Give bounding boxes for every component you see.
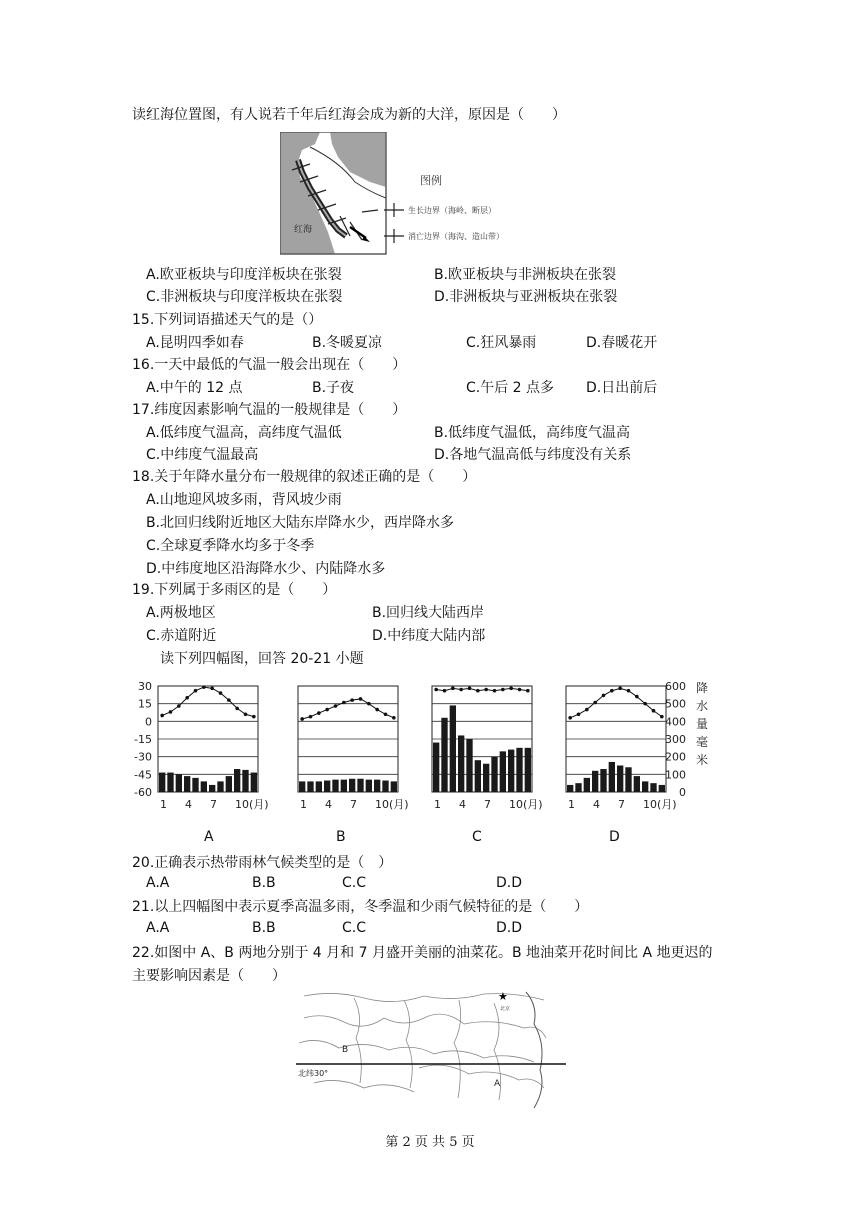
precip-bar bbox=[209, 785, 215, 792]
temp-axis-tick: 15 bbox=[138, 697, 152, 711]
temperature-point bbox=[317, 711, 321, 715]
chart-label-b: B bbox=[336, 829, 346, 845]
q14-stem: 读红海位置图，有人说若千年后红海会成为新的大洋，原因是（ ） bbox=[132, 107, 566, 123]
month-tick-label: 1 bbox=[160, 798, 167, 811]
precip-bar bbox=[500, 751, 506, 792]
q15-option-c[interactable]: C.狂风暴雨 bbox=[466, 335, 537, 351]
temperature-point bbox=[468, 687, 472, 691]
precip-bar bbox=[483, 764, 489, 792]
temperature-point bbox=[210, 687, 214, 691]
month-tick-label: 1 bbox=[434, 798, 441, 811]
temperature-point bbox=[484, 688, 488, 692]
month-tick-label: 7 bbox=[210, 798, 217, 811]
precip-bar bbox=[324, 781, 330, 792]
precip-bar bbox=[226, 776, 232, 792]
precip-axis-title-char: 毫 bbox=[696, 735, 709, 749]
temperature-point bbox=[660, 715, 664, 719]
china-map bbox=[294, 988, 574, 1110]
temp-axis-tick: 30 bbox=[138, 680, 152, 693]
temp-axis-tick: -45 bbox=[134, 768, 152, 782]
q21-option-d[interactable]: D.D bbox=[496, 920, 523, 936]
temperature-point bbox=[459, 688, 463, 692]
temperature-point bbox=[169, 710, 173, 714]
q15-option-a[interactable]: A.昆明四季如春 bbox=[146, 335, 244, 351]
page-footer: 第 2 页 共 5 页 bbox=[385, 1135, 475, 1150]
precip-bar bbox=[159, 773, 165, 792]
precip-bar bbox=[617, 766, 623, 793]
q18-stem: 18.关于年降水量分布一般规律的叙述正确的是（ ） bbox=[132, 469, 477, 485]
q14-option-d[interactable]: D.非洲板块与亚洲板块在张裂 bbox=[434, 289, 618, 305]
precip-bar bbox=[567, 785, 573, 792]
capital-star-icon: ★ bbox=[498, 990, 508, 1003]
q21-option-c[interactable]: C.C bbox=[342, 920, 367, 936]
q19-option-b[interactable]: B.回归线大陆西岸 bbox=[372, 605, 485, 621]
q14-option-a[interactable]: A.欧亚板块与印度洋板块在张裂 bbox=[146, 267, 342, 283]
red-sea-map bbox=[280, 132, 520, 256]
temperature-point bbox=[375, 708, 379, 712]
temperature-point bbox=[202, 685, 206, 689]
q14-option-c[interactable]: C.非洲板块与印度洋板块在张裂 bbox=[146, 289, 343, 305]
precip-bar bbox=[650, 783, 656, 792]
temperature-point bbox=[359, 697, 363, 701]
month-tick-label: 10(月) bbox=[375, 798, 409, 811]
q20-option-c[interactable]: C.C bbox=[342, 875, 367, 891]
temperature-point bbox=[610, 689, 614, 693]
precip-bar bbox=[341, 780, 347, 792]
temperature-point bbox=[451, 687, 455, 691]
precip-bar bbox=[525, 748, 531, 792]
precip-bar bbox=[192, 778, 198, 792]
precip-bar bbox=[634, 776, 640, 792]
temperature-point bbox=[325, 708, 329, 712]
precip-bar bbox=[251, 773, 257, 792]
q16-option-c[interactable]: C.午后 2 点多 bbox=[466, 380, 555, 396]
intro-20-21: 读下列四幅图，回答 20-21 小题 bbox=[160, 651, 364, 667]
temperature-point bbox=[476, 689, 480, 693]
q20-option-b[interactable]: B.B bbox=[252, 875, 276, 891]
temperature-line bbox=[162, 687, 254, 716]
month-tick-label: 7 bbox=[350, 798, 357, 811]
precip-bar bbox=[332, 780, 338, 792]
precip-bar bbox=[642, 781, 648, 792]
precip-bar bbox=[625, 767, 631, 792]
q20-stem: 20.正确表示热带雨林气候类型的是（ ） bbox=[132, 855, 393, 871]
precip-bar bbox=[433, 743, 439, 792]
temperature-line bbox=[570, 688, 662, 717]
legend-title: 图例 bbox=[420, 174, 442, 187]
chart-label-d: D bbox=[609, 829, 620, 845]
precip-axis-title-char: 量 bbox=[696, 717, 709, 731]
temperature-point bbox=[334, 704, 338, 708]
precip-bar bbox=[184, 776, 190, 792]
temperature-line bbox=[302, 699, 394, 719]
q17-option-d[interactable]: D.各地气温高低与纬度没有关系 bbox=[434, 447, 632, 463]
capital-label: 北京 bbox=[500, 1006, 511, 1012]
precip-bar bbox=[299, 781, 305, 792]
temperature-point bbox=[593, 701, 597, 705]
precip-bar bbox=[458, 735, 464, 792]
temperature-point bbox=[252, 715, 256, 719]
precip-axis-tick: 100 bbox=[665, 768, 686, 782]
q16-stem: 16.一天中最低的气温一般会出现在（ ） bbox=[132, 357, 407, 373]
temp-axis-tick: -60 bbox=[134, 786, 152, 799]
precip-bar bbox=[167, 773, 173, 792]
q17-option-a[interactable]: A.低纬度气温高，高纬度气温低 bbox=[146, 425, 342, 441]
sea-label: 红海 bbox=[294, 225, 313, 235]
precip-bar bbox=[609, 762, 615, 792]
precip-axis-tick: 600 bbox=[665, 680, 686, 693]
precip-bar bbox=[584, 778, 590, 792]
temperature-point bbox=[652, 709, 656, 713]
month-tick-label: 7 bbox=[484, 798, 491, 811]
precip-bar bbox=[508, 750, 514, 792]
q15-stem: 15.下列词语描述天气的是（） bbox=[132, 312, 323, 328]
month-tick-label: 4 bbox=[185, 798, 192, 811]
q16-option-a[interactable]: A.中午的 12 点 bbox=[146, 380, 243, 396]
temperature-point bbox=[643, 702, 647, 706]
temperature-point bbox=[194, 689, 198, 693]
temperature-point bbox=[501, 688, 505, 692]
month-tick-label: 4 bbox=[593, 798, 600, 811]
q19-option-c[interactable]: C.赤道附近 bbox=[146, 628, 217, 644]
chart-label-c: C bbox=[472, 829, 482, 845]
precip-axis-tick: 500 bbox=[665, 697, 686, 711]
temperature-point bbox=[227, 698, 231, 702]
month-tick-label: 10(月) bbox=[509, 798, 543, 811]
temperature-point bbox=[618, 687, 622, 691]
temperature-point bbox=[300, 717, 304, 721]
map-label-b: B bbox=[342, 1045, 349, 1055]
climate-charts bbox=[130, 676, 720, 822]
temp-axis-tick: 0 bbox=[145, 715, 152, 729]
q17-stem: 17.纬度因素影响气温的一般规律是（ ） bbox=[132, 402, 407, 418]
temperature-point bbox=[627, 689, 631, 693]
precip-bar bbox=[516, 748, 522, 792]
temperature-point bbox=[526, 689, 530, 693]
temperature-point bbox=[443, 689, 447, 693]
temperature-point bbox=[509, 687, 513, 691]
month-tick-label: 1 bbox=[300, 798, 307, 811]
latitude-label: 北纬30° bbox=[298, 1069, 329, 1078]
month-tick-label: 4 bbox=[459, 798, 466, 811]
temperature-point bbox=[185, 696, 189, 700]
precip-bar bbox=[441, 718, 447, 792]
q18-option-a[interactable]: A.山地迎风坡多雨，背风坡少雨 bbox=[146, 492, 342, 508]
q18-option-b[interactable]: B.北回归线附近地区大陆东岸降水少，西岸降水多 bbox=[146, 515, 455, 531]
temperature-point bbox=[635, 695, 639, 699]
q17-option-b[interactable]: B.低纬度气温低，高纬度气温高 bbox=[434, 425, 631, 441]
q14-option-b[interactable]: B.欧亚板块与非洲板块在张裂 bbox=[434, 267, 617, 283]
precip-bar bbox=[450, 705, 456, 792]
precip-axis-tick: 300 bbox=[665, 733, 686, 746]
temperature-point bbox=[384, 712, 388, 716]
temperature-point bbox=[177, 704, 181, 708]
legend-grow-label: 生长边界（海岭、断层） bbox=[408, 206, 496, 215]
precip-bar bbox=[391, 781, 397, 792]
temperature-point bbox=[434, 688, 438, 692]
precip-bar bbox=[466, 739, 472, 792]
temperature-point bbox=[219, 691, 223, 695]
q15-option-b[interactable]: B.冬暖夏凉 bbox=[312, 335, 383, 351]
precip-bar bbox=[307, 781, 313, 792]
precip-bar bbox=[382, 781, 388, 792]
precip-axis-title-char: 降 bbox=[696, 681, 709, 695]
month-tick-label: 10(月) bbox=[235, 798, 269, 811]
q21-stem: 21.以上四幅图中表示夏季高温多雨，冬季温和少雨气候特征的是（ ） bbox=[132, 899, 589, 915]
precip-bar bbox=[357, 779, 363, 792]
precip-bar bbox=[475, 760, 481, 792]
temperature-point bbox=[392, 716, 396, 720]
temperature-point bbox=[577, 712, 581, 716]
q20-option-d[interactable]: D.D bbox=[496, 875, 523, 891]
precip-axis-title-char: 水 bbox=[696, 699, 709, 713]
q20-option-a[interactable]: A.A bbox=[146, 875, 170, 891]
precip-bar bbox=[374, 780, 380, 792]
temperature-point bbox=[367, 702, 371, 706]
precip-bar bbox=[316, 781, 322, 792]
precip-bar bbox=[201, 781, 207, 792]
month-tick-label: 1 bbox=[568, 798, 575, 811]
precip-bar bbox=[600, 769, 606, 792]
precip-bar bbox=[575, 783, 581, 792]
q15-option-d[interactable]: D.春暖花开 bbox=[586, 335, 658, 351]
precip-bar bbox=[592, 771, 598, 792]
map-label-a: A bbox=[494, 1079, 501, 1089]
temperature-point bbox=[493, 689, 497, 693]
temperature-point bbox=[309, 715, 313, 719]
precip-bar bbox=[242, 770, 248, 792]
q19-stem: 19.下列属于多雨区的是（ ） bbox=[132, 582, 337, 598]
legend-die-label: 消亡边界（海沟、造山带） bbox=[408, 232, 504, 241]
temperature-point bbox=[602, 694, 606, 698]
q22-stem-line2: 主要影响因素是（ ） bbox=[132, 968, 286, 984]
precip-bar bbox=[234, 769, 240, 792]
temperature-point bbox=[568, 716, 572, 720]
temperature-point bbox=[342, 701, 346, 705]
precip-axis-tick: 0 bbox=[679, 786, 686, 799]
temperature-point bbox=[244, 712, 248, 716]
precip-bar bbox=[659, 785, 665, 792]
q18-option-c[interactable]: C.全球夏季降水均多于冬季 bbox=[146, 538, 315, 554]
precip-axis-title-char: 米 bbox=[696, 753, 709, 767]
precip-axis-tick: 400 bbox=[665, 715, 686, 729]
q16-option-b[interactable]: B.子夜 bbox=[312, 380, 355, 396]
precip-axis-tick: 200 bbox=[665, 750, 686, 764]
temperature-point bbox=[585, 708, 589, 712]
q22-stem-line1: 22.如图中 A、B 两地分别于 4 月和 7 月盛开美丽的油菜花。B 地油菜开花时间比 A 地更迟的 bbox=[132, 945, 713, 961]
temperature-point bbox=[160, 714, 164, 718]
q16-option-d[interactable]: D.日出前后 bbox=[586, 380, 658, 396]
temperature-point bbox=[235, 707, 239, 711]
precip-bar bbox=[349, 779, 355, 792]
q18-option-d[interactable]: D.中纬度地区沿海降水少、内陆降水多 bbox=[146, 561, 386, 577]
temperature-line bbox=[436, 688, 528, 690]
precip-bar bbox=[366, 780, 372, 792]
month-tick-label: 10(月) bbox=[643, 798, 677, 811]
temp-axis-tick: -15 bbox=[134, 733, 152, 746]
q19-option-a[interactable]: A.两极地区 bbox=[146, 605, 216, 621]
q19-option-d[interactable]: D.中纬度大陆内部 bbox=[372, 628, 486, 644]
temp-axis-tick: -30 bbox=[134, 750, 152, 764]
precip-bar bbox=[491, 757, 497, 792]
precip-bar bbox=[176, 774, 182, 792]
temperature-point bbox=[350, 698, 354, 702]
precip-bar bbox=[217, 781, 223, 792]
q17-option-c[interactable]: C.中纬度气温最高 bbox=[146, 447, 259, 463]
chart-label-a: A bbox=[204, 829, 214, 845]
q21-option-b[interactable]: B.B bbox=[252, 920, 276, 936]
month-tick-label: 7 bbox=[618, 798, 625, 811]
month-tick-label: 4 bbox=[325, 798, 332, 811]
temperature-point bbox=[518, 688, 522, 692]
q21-option-a[interactable]: A.A bbox=[146, 920, 170, 936]
